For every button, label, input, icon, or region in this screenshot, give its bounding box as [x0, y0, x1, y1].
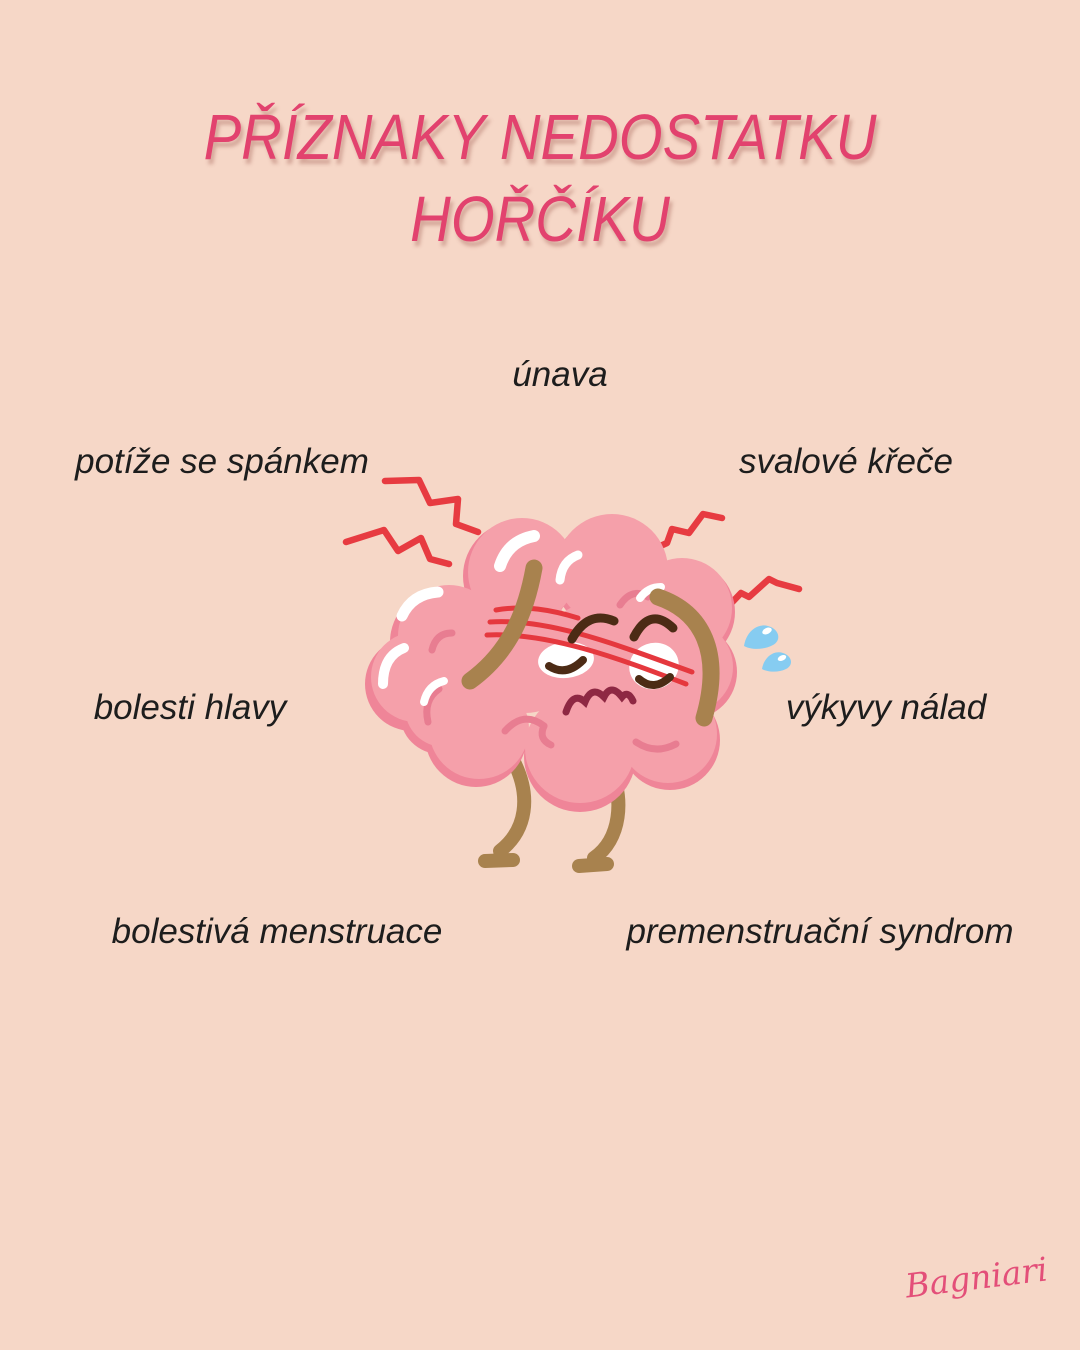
- symptom-label-bolestiva-menstruace: bolestivá menstruace: [111, 912, 443, 951]
- page-title-line1: PŘÍZNAKY NEDOSTATKU: [203, 101, 877, 173]
- signature: Bagniari: [903, 1249, 1050, 1306]
- left-foot: [485, 860, 513, 861]
- sweat-drop: [762, 652, 791, 671]
- page-title: [0, 96, 1080, 260]
- symptom-label-premenstruacni-syndrom: premenstruační syndrom: [626, 912, 1014, 951]
- right-foot: [579, 864, 607, 866]
- stress-zigzag-icon: [346, 530, 449, 564]
- symptom-label-svalove-krece: svalové křeče: [739, 442, 953, 481]
- sad-brain-illustration: [330, 450, 840, 890]
- page-title-line2: HOŘČÍKU: [410, 183, 670, 255]
- symptom-label-bolesti-hlavy: bolesti hlavy: [93, 688, 287, 727]
- stress-zigzag-icon: [385, 480, 478, 532]
- sweat-drop: [744, 625, 778, 648]
- symptom-label-potize-se-spankem: potíže se spánkem: [75, 442, 369, 481]
- symptom-label-unava: únava: [512, 355, 608, 394]
- symptom-label-vykyvy-nalad: výkyvy nálad: [785, 688, 987, 727]
